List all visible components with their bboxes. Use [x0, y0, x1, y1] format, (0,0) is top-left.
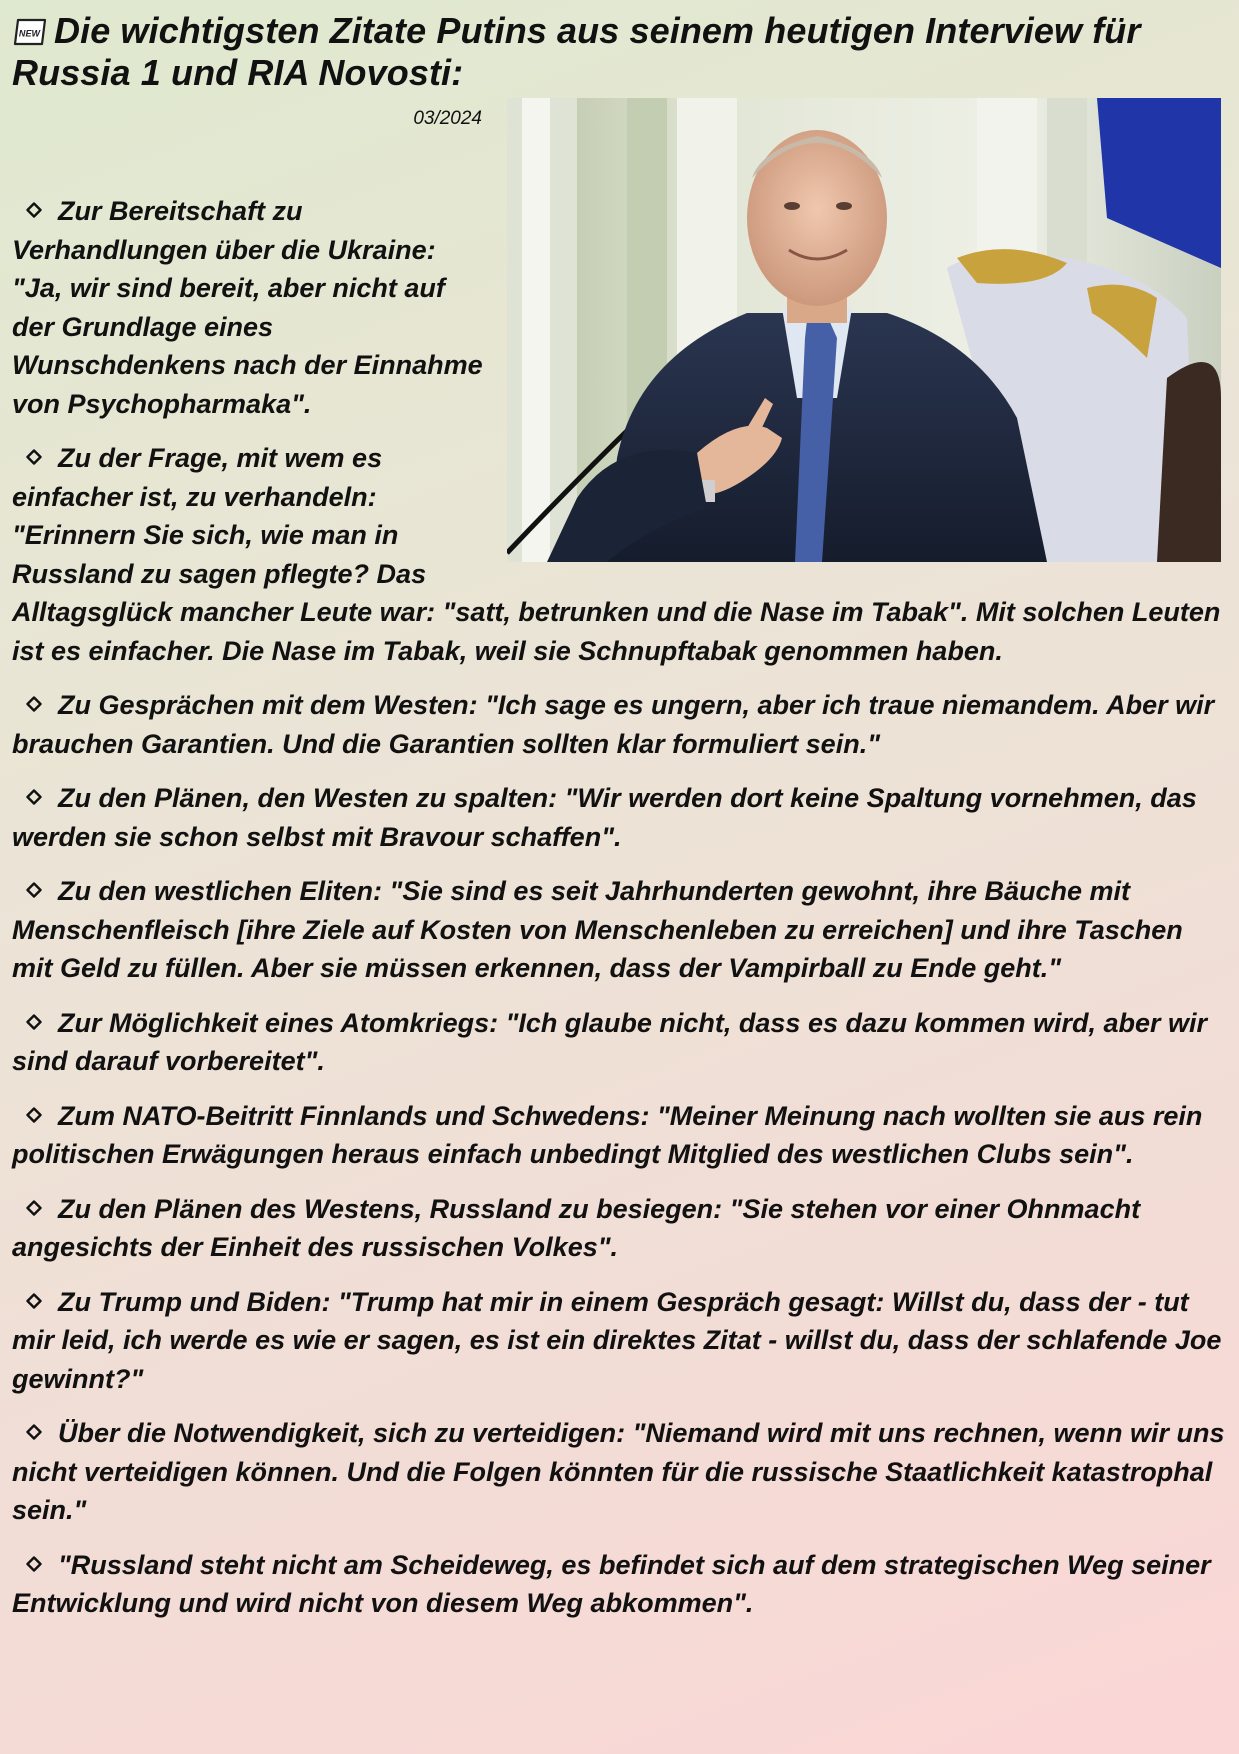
diamond-bullet-icon: [26, 1188, 42, 1204]
diamond-bullet-icon: [26, 684, 42, 700]
quote-item: [12, 684, 1227, 763]
quote-text: Über die Notwendigkeit, sich zu verteidigen: "Niemand wird mit uns rechnen, wenn wir uns nicht verteidigen können. Und die Folgen könnten für die russische Staatlichkeit katastrophal sein.": [12, 1418, 1225, 1525]
putin-photo: [507, 98, 1221, 562]
quote-item: [12, 1412, 1227, 1530]
diamond-bullet-icon: [26, 437, 42, 453]
quote-text: "Russland steht nicht am Scheideweg, es befindet sich auf dem strategischen Weg seiner Entwicklung und wird nicht von diesem Weg abkommen".: [12, 1549, 1211, 1618]
quote-text: Zu den Plänen des Westens, Russland zu besiegen: "Sie stehen vor einer Ohnmacht angesichts der Einheit des russischen Volkes".: [12, 1193, 1141, 1262]
svg-text:NEW: NEW: [18, 28, 41, 39]
quote-item: [12, 777, 1227, 856]
quote-item: [12, 1002, 1227, 1081]
diamond-bullet-icon: [26, 1544, 42, 1560]
quote-text: Zu Gesprächen mit dem Westen: "Ich sage es ungern, aber ich traue niemandem. Aber wir brauchen Garantien. Und die Garantien sollten klar formuliert sein.": [12, 690, 1215, 759]
quote-text: Zu den Plänen, den Westen zu spalten: "Wir werden dort keine Spaltung vornehmen, das werden sie schon selbst mit Bravour schaffen".: [12, 783, 1197, 852]
quote-item: [12, 1095, 1227, 1174]
diamond-bullet-icon: [26, 870, 42, 886]
quote-item: [12, 1544, 1227, 1623]
quote-item: [12, 870, 1227, 988]
quote-item: [12, 1188, 1227, 1267]
quote-text: Zu der Frage, mit wem es einfacher ist, zu verhandeln: "Erinnern Sie sich, wie man in Russland zu sagen pflegte? Das Alltagsglück mancher Leute war: "satt, betrunken und die Nase im Tabak". Mit solchen Leuten ist es einfacher. Die Nase im Tabak, weil sie Schnupftabak genommen haben.: [12, 443, 1221, 666]
title-text: Die wichtigsten Zitate Putins aus seinem heutigen Interview für Russia 1 und RIA Novosti:: [12, 10, 1141, 93]
quote-text: Zu den westlichen Eliten: "Sie sind es seit Jahrhunderten gewohnt, ihre Bäuche mit Menschenfleisch [ihre Ziele auf Kosten von Menschenleben zu erreichen] und ihre Taschen mit Geld zu füllen. Aber sie müssen erkennen, dass der Vampirball zu Ende geht.": [12, 876, 1183, 983]
diamond-bullet-icon: [26, 1095, 42, 1111]
page-title: [12, 10, 1227, 94]
quote-text: Zur Möglichkeit eines Atomkriegs: "Ich glaube nicht, dass es dazu kommen wird, aber wir sind darauf vorbereitet".: [12, 1007, 1208, 1076]
publication-date: 03/2024: [413, 108, 482, 129]
diamond-bullet-icon: [26, 1281, 42, 1297]
quote-text: Zur Bereitschaft zu Verhandlungen über die Ukraine: "Ja, wir sind bereit, aber nicht auf der Grundlage eines Wunschdenkens nach der Einnahme von Psychopharmaka".: [12, 196, 483, 419]
quote-text: Zum NATO-Beitritt Finnlands und Schwedens: "Meiner Meinung nach wollten sie aus rein politischen Erwägungen heraus einfach unbedingt Mitglied des westlichen Clubs sein".: [12, 1100, 1203, 1169]
diamond-bullet-icon: [26, 777, 42, 793]
quote-item: [12, 1281, 1227, 1399]
diamond-bullet-icon: [26, 1002, 42, 1018]
new-badge-icon: [12, 14, 48, 44]
diamond-bullet-icon: [26, 1412, 42, 1428]
diamond-bullet-icon: [26, 190, 42, 206]
quote-text: Zu Trump und Biden: "Trump hat mir in einem Gespräch gesagt: Willst du, dass der - tut mir leid, ich werde es wie er sagen, es ist ein direktes Zitat - willst du, dass der schlafende Joe gewinnt?": [12, 1286, 1222, 1394]
